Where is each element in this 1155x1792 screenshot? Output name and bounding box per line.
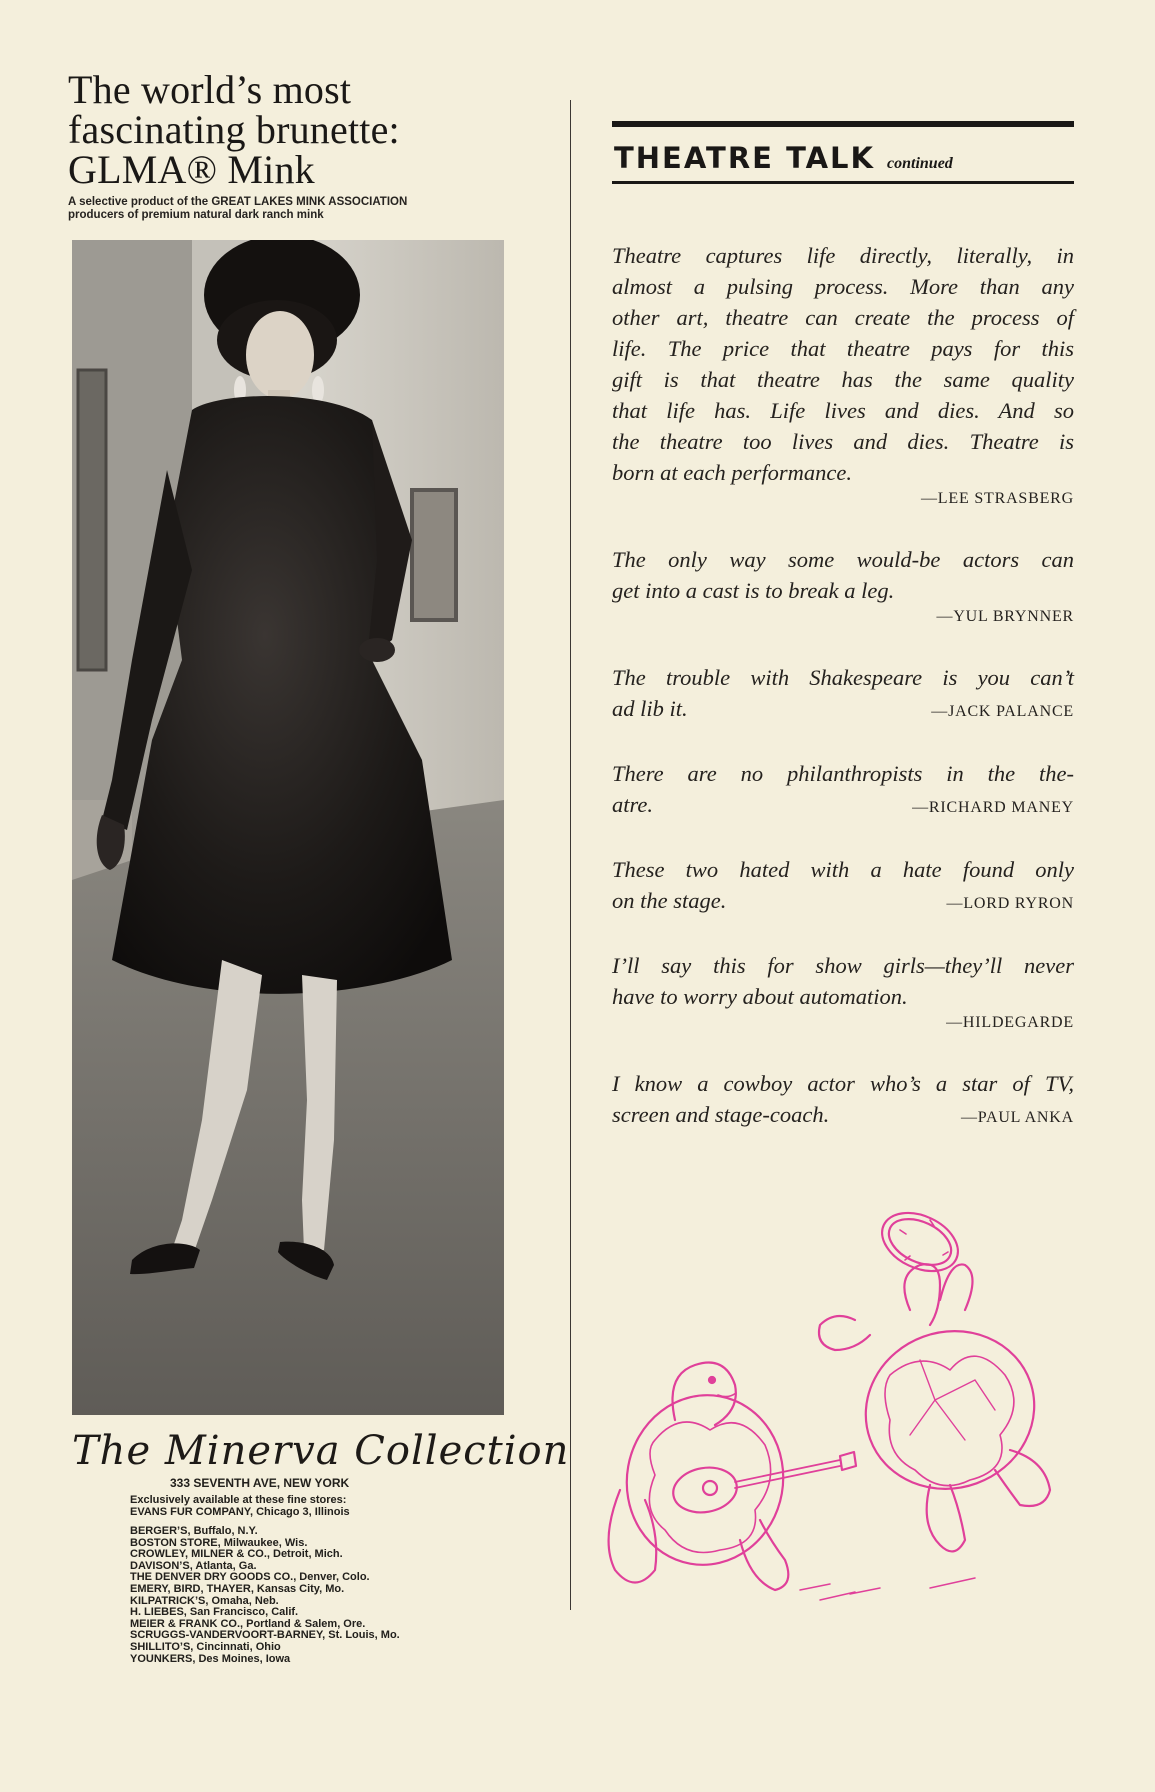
quote-line: I know a cowboy actor who’s a star of TV, (612, 1071, 1074, 1096)
quote-text (612, 240, 1074, 488)
quote-last-line-row (612, 885, 1074, 916)
ad-headline-line: fascinating brunette: (68, 107, 400, 152)
quote-line: There are no philanthropists in the the- (612, 761, 1074, 786)
model-in-mink-coat-photo (72, 240, 504, 1415)
dancing-turtles-illustration (600, 1190, 1090, 1630)
store-item: SHILLITO’S, Cincinnati, Ohio (130, 1640, 281, 1653)
quote-line: gift is that theatre has the same quality (612, 367, 1074, 392)
quote-author: —LEE STRASBERG (921, 490, 1074, 507)
quote-item (612, 240, 1074, 508)
quote-line: screen and stage-coach. (612, 1102, 830, 1127)
ad-address: 333 SEVENTH AVE, NEW YORK (170, 1476, 350, 1490)
quote-item (612, 758, 1074, 820)
ad-headline-line: GLMA® Mink (68, 147, 315, 192)
quote-author: —PAUL ANKA (960, 1109, 1074, 1126)
mink-advertisement (68, 67, 508, 222)
quote-item (612, 662, 1074, 724)
ad-headline (68, 67, 508, 192)
quote-text (612, 758, 1074, 789)
quote-author: —LORD RYRON (946, 895, 1074, 912)
quote-line: born at each performance. (612, 460, 852, 485)
quote-line: atre. (612, 792, 654, 817)
store-item: CROWLEY, MILNER & CO., Detroit, Mich. (130, 1548, 343, 1561)
section-header (612, 127, 1074, 181)
store-item: EMERY, BIRD, THAYER, Kansas City, Mo. (130, 1582, 345, 1595)
store-item: YOUNKERS, Des Moines, Iowa (130, 1652, 291, 1665)
store-item: BOSTON STORE, Milwaukee, Wis. (130, 1536, 308, 1549)
quote-item (612, 1068, 1074, 1130)
store-item: THE DENVER DRY GOODS CO., Denver, Colo. (130, 1571, 370, 1584)
quote-line: Theatre captures life directly, literally, in (612, 243, 1074, 268)
quote-line: These two hated with a hate found only (612, 857, 1074, 882)
quote-line: on the stage. (612, 888, 727, 913)
minerva-collection-logo: The Minerva Collection (72, 1428, 570, 1474)
store-item: KILPATRICK’S, Omaha, Neb. (130, 1594, 279, 1607)
quote-line: other art, theatre can create the process of (612, 305, 1074, 330)
store-item: DAVISON’S, Atlanta, Ga. (130, 1559, 257, 1572)
store-item: MEIER & FRANK CO., Portland & Salem, Ore. (130, 1617, 366, 1630)
store-item: BERGER’S, Buffalo, N.Y. (130, 1525, 258, 1537)
quote-author: —RICHARD MANEY (912, 799, 1074, 816)
quote-text (612, 1068, 1074, 1099)
quote-last-line-row (612, 1099, 1074, 1130)
ad-exclusive-note (130, 1494, 512, 1518)
quote-list (612, 240, 1074, 1130)
store-item: H. LIEBES, San Francisco, Calif. (130, 1606, 299, 1619)
quote-text (612, 662, 1074, 693)
store-list (130, 1526, 512, 1665)
ad-subline-line: A selective product of the GREAT LAKES MINK ASSOCIATION (68, 196, 408, 208)
theatre-talk-column (612, 121, 1074, 1164)
quote-author: —YUL BRYNNER (936, 608, 1074, 625)
quote-text (612, 854, 1074, 885)
quote-line: The only way some would-be actors can (612, 547, 1074, 572)
quote-last-line-row (612, 789, 1074, 820)
quote-line: life. The price that theatre pays for this (612, 336, 1074, 361)
store-item: SCRUGGS-VANDERVOORT-BARNEY, St. Louis, Mo. (130, 1629, 400, 1642)
ad-headline-line: The world’s most (68, 67, 352, 112)
ad-subline-line: producers of premium natural dark ranch mink (68, 209, 324, 221)
quote-item (612, 854, 1074, 916)
quote-line: The trouble with Shakespeare is you can’t (612, 665, 1074, 690)
quote-text (612, 950, 1074, 1012)
quote-item (612, 950, 1074, 1032)
quote-author: —JACK PALANCE (931, 703, 1074, 720)
quote-line: that life has. Life lives and dies. And so (612, 398, 1074, 423)
quote-author: —HILDEGARDE (946, 1014, 1074, 1031)
quote-item (612, 544, 1074, 626)
quote-line: ad lib it. (612, 696, 688, 721)
ad-exclusive-line: EVANS FUR COMPANY, Chicago 3, Illinois (130, 1506, 350, 1518)
ad-subline (68, 196, 508, 222)
quote-line: get into a cast is to break a leg. (612, 578, 895, 603)
header-rule-bottom (612, 181, 1074, 184)
continued-label: continued (887, 155, 953, 172)
quote-line: almost a pulsing process. More than any (612, 274, 1074, 299)
quote-line: the theatre too lives and dies. Theatre is (612, 429, 1074, 454)
ad-exclusive-line: Exclusively available at these fine stores: (130, 1494, 347, 1506)
column-divider (570, 100, 571, 1610)
section-title: THEATRE TALK (614, 141, 875, 175)
quote-line: I’ll say this for show girls—they’ll never (612, 953, 1074, 978)
quote-line: have to worry about automation. (612, 984, 908, 1009)
quote-text (612, 544, 1074, 606)
quote-last-line-row (612, 693, 1074, 724)
ad-footer (72, 1428, 570, 1665)
